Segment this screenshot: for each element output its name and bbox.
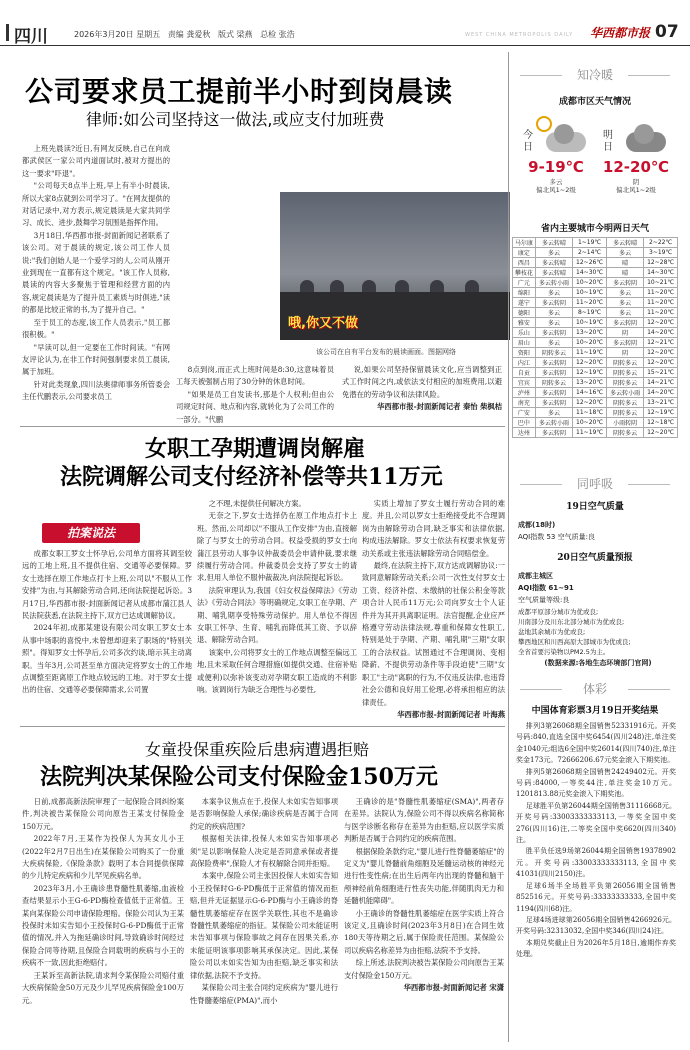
city-cell: 13~20℃	[573, 328, 607, 338]
city-cell: 绵阳	[513, 288, 536, 298]
paragraph: 成都女职工罗女士怀孕后,公司单方面将其调至较远的工地上班,且不提供住宿、交通等必要保障。罗女士选择在原工作地点打卡上班,公司以"不服从工作安排"为由,与其解除劳动合同,还向法院提起诉讼。3月17日,华西都市报-封面新闻记者从成都市蒲江县人民法院获悉,在法院主持下,双方已达成调解协议。	[22, 549, 192, 621]
city-cell: 多云转阴	[606, 318, 643, 328]
byline: 华西都市报-封面新闻记者 叶海燕	[397, 709, 505, 719]
city-cell: 11~18℃	[573, 408, 607, 418]
weather-desc: 多云 偏北风1~2级	[536, 178, 576, 194]
city-cell: 西昌	[513, 258, 536, 268]
city-cell: 晴	[606, 258, 643, 268]
paragraph: 本案中,保险公司主张因投保人未如实告知小王投保时G-6-PD酶低于正常值的情况而拒赔,但并无证据显示G-6-PD酶与小王确诊的脊髓性肌萎缩症存在医学关联性,其也不是确诊脊髓性肌萎缩症的指征。某保险公司未能证明未告知事项与保险事故之间存在因果关系,亦未能证明该事项影响其承保决定。因此,某保险公司以未如实告知为由拒赔,缺乏事实和法律依据,法院不予支持。	[190, 871, 338, 980]
paragraph: 日前,成都高新法院审理了一起保险合同纠纷案件,判决被告某保险公司向原告王某支付保险金150万元。	[22, 797, 184, 831]
weather-temp: 12-20℃	[602, 158, 670, 176]
city-cell: 12~20℃	[573, 358, 607, 368]
masthead-english: WEST CHINA METROPOLIS DAILY	[465, 32, 574, 38]
section-title: 四川	[14, 22, 48, 47]
city-cell: 11~20℃	[644, 288, 678, 298]
city-row	[513, 408, 678, 418]
story2-column-3	[362, 498, 505, 720]
paragraph: 至于员工的态度,该工作人员表示,"员工都很积极。"	[22, 317, 170, 340]
sidebar-heading-lottery: 体彩	[512, 680, 678, 697]
city-cell: 12~28℃	[644, 258, 678, 268]
city-cell: 12~19℃	[573, 368, 607, 378]
story1-title: 公司要求员工提前半小时到岗晨读	[25, 75, 453, 108]
city-cell: 多云转阴	[535, 328, 572, 338]
city-cell: 10~20℃	[573, 338, 607, 348]
city-cell: 3~19℃	[644, 248, 678, 258]
city-row	[513, 308, 678, 318]
city-cell: 宜宾	[513, 378, 536, 388]
paragraph: 王某诉至高新法院,请求判令某保险公司赔付重大疾病保险金50万元及少儿罕见疾病保险金100万元。	[22, 970, 184, 1005]
city-cell: 内江	[513, 358, 536, 368]
paragraph: 综上所述,法院判决被告某保险公司向原告王某支付保险金150万元。	[344, 958, 504, 980]
header-proof: 总检 张浩	[260, 30, 295, 39]
paragraph: 上班先晨读?近日,有网友反映,自己在向成都武侯区一家公司内道面试时,被对方提出的这一要求"吓退"。	[22, 144, 170, 178]
city-cell: 多云	[535, 338, 572, 348]
forecast-notes: 成都平原部分城市为优或良; 川南部分及川东北部分城市为优或良; 盆地其余城市为优或良; 攀西地区和川西高原大部城市为优或良; 全省首要污染物以PM2.5为主。	[518, 608, 631, 656]
paragraph: 实质上增加了罗女士履行劳动合同的难度。并且,公司以罗女士拒绝接受此不合理调岗为由解除劳动合同,缺乏事实和法律依据,构成违法解除。罗女士依法有权要求恢复劳动关系或主张违法解除劳动合同赔偿金。	[362, 499, 505, 558]
page-number: 07	[655, 22, 679, 42]
city-cell: 阴转多云	[606, 408, 643, 418]
city-row	[513, 248, 678, 258]
forecast-city: 成都主城区	[518, 572, 553, 580]
city-cell: 眉山	[513, 338, 536, 348]
sun-icon	[536, 116, 552, 132]
city-cell: 泸州	[513, 388, 536, 398]
city-cell: 阴转多云	[606, 378, 643, 388]
city-cell: 阴转多云	[606, 368, 643, 378]
paragraph: 该案中,公司将罗女士的工作地点调整至偏远工地,且未采取任何合理措施(如提供交通、住宿补贴或便利)以弥补该变动对孕期女职工造成的不利影响。该调岗行为缺乏合理性与必要性,	[197, 647, 357, 695]
header-date: 2026年3月20日 星期五	[74, 30, 161, 39]
weather-title: 成都市区天气情况	[558, 97, 631, 107]
paragraph: 王确诊的是"脊髓性肌萎缩症(SMA)",两者存在差异。法院认为,保险公司不得以疾病名称简称与医学诊断名称存在差异为由拒赔,应以医学实质判断是否属于合同约定的疾病范围。	[344, 797, 504, 844]
city-row	[513, 298, 678, 308]
byline: 华西都市报-封面新闻记者 宋潇	[403, 983, 504, 993]
weather-day-label: 明日	[603, 130, 613, 153]
city-cell: 15~21℃	[644, 368, 678, 378]
paragraph: 最终,在法院主持下,双方达成调解协议:一致同意解除劳动关系;公司一次性支付罗女士工资、经济补偿、未缴纳的社保公积金等款项合计人民币11万元;公司向罗女士个人证件并为其开具离职证明。法官提醒,企业应严格遵守劳动法律法规,尊重和保障女性职工,特别是处于孕期、产期、哺乳期"三期"女职工的合法权益。试图通过不合理调岗、变相降薪、不提供劳动条件等手段迫使"三期"女职工"主动"离职的行为,不仅违反法律,也违背社会公德和良好用工伦理,必将承担相应的法律责任。	[362, 561, 505, 707]
city-row	[513, 348, 678, 358]
city-cell: 多云转小雨	[535, 418, 572, 428]
forecast-aqi: AQI指数 61~91	[518, 584, 574, 592]
city-cell: 2~22℃	[644, 238, 678, 248]
aqi-city: 成都(18时)	[518, 521, 556, 529]
story3-column-2	[190, 796, 338, 1044]
city-cell: 12~19℃	[644, 408, 678, 418]
city-cell: 阴	[606, 348, 643, 358]
aqi-title: 19日空气质量	[566, 502, 624, 512]
city-cell: 多云转阴	[535, 398, 572, 408]
paragraph: 根据相关法律,投保人未如实告知事项必须"足以影响保险人决定是否同意承保或者提高保险费率",保险人才有权解除合同并拒赔。	[190, 834, 338, 869]
forecast-title: 20日空气质量预报	[557, 553, 633, 563]
city-cell: 阴	[606, 328, 643, 338]
city-cell: 14~30℃	[644, 268, 678, 278]
city-cell: 12~20℃	[644, 428, 678, 438]
city-cell: 多云转阴	[535, 428, 572, 438]
city-cell: 康定	[513, 248, 536, 258]
weather-desc: 阴 偏北风1~2级	[616, 178, 656, 194]
story2-column-2	[197, 498, 357, 720]
city-row	[513, 388, 678, 398]
city-cell: 多云转阴	[535, 388, 572, 398]
city-cell: 多云	[606, 288, 643, 298]
city-cell: 德阳	[513, 308, 536, 318]
story1-photo	[280, 192, 510, 340]
cities-title: 省内主要城市今明两日天气	[540, 224, 649, 234]
paragraph: 针对此类现象,四川法奥律师事务所管委会主任代鹏表示,公司要求员工	[22, 379, 170, 402]
story1-column-1	[22, 143, 170, 418]
city-cell: 多云	[535, 408, 572, 418]
city-cell: 多云	[606, 308, 643, 318]
story3-column-3	[344, 796, 504, 1044]
lottery-item: 排列5第26068期全国销售24249402元。开奖号码:84000,一等奖44注,单注奖金10万元。1201813.88元奖金滚入下期奖池。	[516, 767, 676, 799]
city-cell: 阴转多云	[535, 378, 572, 388]
lottery-item: 本期兑奖截止日为2026年5月18日,逾期作弃奖处理。	[516, 938, 676, 959]
city-row	[513, 418, 678, 428]
city-cell: 多云	[606, 248, 643, 258]
divider	[20, 426, 505, 427]
sidebar	[512, 58, 678, 1040]
city-cell: 12~18℃	[644, 418, 678, 428]
story3-title-line2: 法院判决某保险公司支付保险金150万元	[40, 764, 438, 790]
city-cell: 10~19℃	[573, 288, 607, 298]
city-cell: 马尔康	[513, 238, 536, 248]
paragraph: 法院审理认为,我国《妇女权益保障法》《劳动法》《劳动合同法》等明确规定,女职工在孕期、产期、哺乳期享受特殊劳动保护。用人单位不得因女职工怀孕、生育、哺乳而降低其工资、予以辞退、解除劳动合同。	[197, 585, 357, 645]
weather-temp: 9-19℃	[528, 158, 584, 176]
city-cell: 多云转晴	[535, 238, 572, 248]
paragraph: "公司每天8点半上班,早上有半小时晨读,所以大家8点就到公司学习了。"在网友提供的对话记录中,对方表示,规定晨读是大家共同学习、成长、进步,鼓舞学习氛围是指挥作用。	[22, 181, 170, 228]
city-cell: 广安	[513, 408, 536, 418]
city-cell: 巴中	[513, 418, 536, 428]
lottery-item: 排列3第26068期全国销售52331916元。开奖号码:840,直选全国中奖6454(四川248)注,单注奖金1040元;组选6全国中奖26014(四川740)注,单注奖金173元。72666206.67元奖金滚入下期奖池。	[516, 722, 676, 765]
city-cell: 广元	[513, 278, 536, 288]
paragraph: 之不理,未提供任何解决方案。	[208, 499, 306, 508]
city-cell: 阴转多云	[606, 358, 643, 368]
story2-badge: 拍案说法	[42, 523, 140, 543]
city-cell: 8~19℃	[573, 308, 607, 318]
city-cell: 攀枝花	[513, 268, 536, 278]
paragraph: 3月18日,华西都市报-封面新闻记者联系了该公司。对于晨读的规定,该公司工作人员说:"我们创始人是一个爱学习的人,公司从刚开业到现在一直都有这个规定。"该工作人员称,晨读的内容大多聚焦于管理和经营方面的内容,规定晨读是为了提升员工素质与时俱进,"读的都是比较正常的书,为了提升自己。"	[22, 230, 170, 315]
city-cell: 多云转阴	[535, 298, 572, 308]
city-cell: 10~19℃	[573, 318, 607, 328]
paragraph: 2024年初,成都某建设有限公司女职工罗女士本从事中场职的喜悦中,未曾想却迎来了职场的"特别关照"。得知罗女士怀孕后,公司多次约谈,暗示其主动离职。当年3月,公司甚至单方面决定将罗女士的工作地点调整至距离原工作地点较远的工地。对于罗女士提出的住宿、交通等必要保障需求,公司置	[22, 623, 192, 695]
city-row	[513, 378, 678, 388]
story1-column-3	[342, 364, 502, 426]
city-cell: 阴转多云	[535, 348, 572, 358]
photo-overlay-text: 哦,你又不做	[288, 316, 358, 331]
city-cell: 12~21℃	[644, 338, 678, 348]
city-cell: 10~21℃	[644, 278, 678, 288]
paragraph: 某保险公司主张合同约定疾病为"婴儿进行性脊髓萎缩症(PMA)",而小	[190, 983, 338, 1005]
paragraph: "早读可以,但一定要在工作时间读。"有网友评论认为,在非工作时间强制要求员工晨读,属于加班。	[22, 342, 170, 377]
city-row	[513, 238, 678, 248]
header-design: 版式 梁燕	[218, 30, 253, 39]
story3-title-line1: 女童投保重疾险后患病遭遇拒赔	[145, 740, 370, 759]
city-cell: 自贡	[513, 368, 536, 378]
story2-column-1	[22, 548, 192, 720]
city-row	[513, 268, 678, 278]
city-cell: 资阳	[513, 348, 536, 358]
city-cell: 14~30℃	[573, 268, 607, 278]
city-cell: 12~26℃	[573, 258, 607, 268]
city-row	[513, 318, 678, 328]
city-row	[513, 358, 678, 368]
city-cell: 14~16℃	[573, 388, 607, 398]
paragraph: 说,如果公司坚持保留晨读文化,应当调整到正式工作时间之内,或依法支付相应的加班费用,以避免潜在的劳动争议和法律风险。	[342, 365, 502, 399]
paragraph: 2023年3月,小王确诊患脊髓性肌萎缩,血液检查结果显示小王G-6-PD酶检查值低于正常值。王某向某保险公司申请保险理赔。保险公司认为王某投保时未如实告知小王投保时G-6-PD酶低于正常值的情况,并入为拖延确诊时间,导致确诊时间经过保险合同等待期,且保险合同载明的疾病与小王的疾病不一致,因此拒绝赔付。	[22, 883, 184, 968]
city-cell: 多云转晴	[535, 258, 572, 268]
weather-day-label: 今日	[523, 130, 533, 153]
lottery-item: 足球6场半全场胜平负第26056期全国销售852516元。开奖号码:33333333333,全国中奖1194(四川68)注。	[516, 881, 676, 913]
city-cell: 13~21℃	[644, 398, 678, 408]
city-cell: 阴转多云	[606, 398, 643, 408]
byline: 华西都市报-封面新闻记者 秦怡 柴枫桔	[377, 402, 502, 412]
city-cell: 小雨转阴	[606, 418, 643, 428]
lottery-results	[516, 721, 676, 961]
city-cell: 11~20℃	[644, 308, 678, 318]
city-row	[513, 258, 678, 268]
photo-caption: 该公司在自有平台发布的晨读画面。图据网络	[316, 348, 456, 356]
aqi-line: AQI指数 53 空气质量:良	[518, 533, 595, 541]
page-header	[0, 0, 690, 46]
city-cell: 多云	[535, 308, 572, 318]
city-cell: 多云转阴	[535, 358, 572, 368]
city-cell: 1~19℃	[573, 238, 607, 248]
header-meta	[74, 29, 295, 40]
city-cell: 多云转阴	[606, 338, 643, 348]
city-cell: 遂宁	[513, 298, 536, 308]
city-cell: 14~21℃	[644, 378, 678, 388]
city-cell: 14~20℃	[644, 388, 678, 398]
story1-col2-spacer	[176, 143, 276, 188]
paragraph: "如果是员工自发读书,那是个人权利;但由公司规定时间、地点和内容,就转化为了公司工作的一部分。"代鹏	[176, 389, 334, 424]
paragraph: 8点到岗,而正式上班时间是8:30,这意味着员工每天被强制占用了30分钟的休息时间。	[176, 365, 334, 387]
city-cell: 达州	[513, 428, 536, 438]
city-cell: 12~20℃	[644, 318, 678, 328]
city-row	[513, 398, 678, 408]
city-cell: 多云	[535, 288, 572, 298]
lottery-title: 中国体育彩票3月19日开奖结果	[531, 706, 659, 716]
city-row	[513, 428, 678, 438]
story2-title-line1: 女职工孕期遭调岗解雇	[145, 436, 366, 462]
sidebar-heading-air: 同呼吸	[512, 475, 678, 492]
city-cell: 多云转阴	[535, 368, 572, 378]
city-row	[513, 288, 678, 298]
paragraph: 本案争议焦点在于,投保人未如实告知事项是否影响保险人承保;确诊疾病是否属于合同约定的疾病范围?	[190, 797, 338, 831]
lottery-item: 足球4场进球第26056期全国销售4266926元。开奖号码:32313032,全国中奖346(四川24)注。	[516, 915, 676, 936]
city-cell: 11~19℃	[573, 428, 607, 438]
city-cell: 11~19℃	[573, 348, 607, 358]
forecast-source: (数据来源:各地生态环境部门官网)	[544, 659, 652, 667]
city-cell: 多云转小雨	[606, 388, 643, 398]
cities-weather-table	[512, 237, 678, 438]
city-cell: 阴转多云	[606, 428, 643, 438]
lottery-item: 足球胜平负第26044期全国销售31116668元。开奖号码:33003333333113,一等奖全国中奖276(四川16)注,二等奖全国中奖6620(四川340)注。	[516, 801, 676, 845]
city-cell: 多云	[535, 318, 572, 328]
cloud-icon	[626, 132, 666, 152]
city-cell: 11~20℃	[644, 298, 678, 308]
city-cell: 10~20℃	[573, 418, 607, 428]
divider	[20, 726, 505, 727]
forecast-level: 空气质量等级:良	[518, 596, 570, 604]
sidebar-heading-weather: 知冷暖	[512, 66, 678, 83]
city-cell: 多云转晴	[606, 238, 643, 248]
paragraph: 无奈之下,罗女士选择仍在原工作地点打卡上班。然而,公司却以"不服从工作安排"为由,直接解除了与罗女士的劳动合同。权益受损的罗女士向蒲江县劳动人事争议仲裁委员会申请仲裁,要求继续履行劳动合同。仲裁委员会支持了罗女士的请求,但用人单位不服仲裁裁决,向法院提起诉讼。	[197, 511, 357, 583]
city-cell: 多云转晴	[535, 268, 572, 278]
city-row	[513, 328, 678, 338]
city-cell: 多云转阴	[606, 278, 643, 288]
city-row	[513, 278, 678, 288]
story1-column-2	[176, 364, 334, 424]
city-cell: 雅安	[513, 318, 536, 328]
cloud-icon	[546, 132, 586, 152]
city-cell: 14~20℃	[644, 328, 678, 338]
city-cell: 晴	[606, 268, 643, 278]
city-cell: 多云转小雨	[535, 278, 572, 288]
sidebar-divider	[508, 52, 509, 1042]
city-row	[513, 368, 678, 378]
story1-subtitle: 律师:如公司坚持这一做法,或应支付加班费	[86, 110, 385, 129]
city-cell: 乐山	[513, 328, 536, 338]
city-cell: 13~20℃	[573, 378, 607, 388]
city-cell: 多云	[535, 248, 572, 258]
city-row	[513, 338, 678, 348]
city-cell: 12~20℃	[644, 348, 678, 358]
newspaper-logo: 华西都市报	[590, 26, 651, 40]
city-cell: 多云	[606, 298, 643, 308]
city-cell: 南充	[513, 398, 536, 408]
city-cell: 11~20℃	[573, 298, 607, 308]
paragraph: 根据保险条款约定,"婴儿进行性脊髓萎缩症"的定义为"婴儿脊髓前角细胞及延髓运动核的神经元进行性变性病;在出生后两年内出现的脊髓和脑干颅神经前角细胞进行性丧失功能,伴随肌肉无力和延髓机能障碍"。	[344, 846, 504, 906]
paragraph: 2022年7月,王某作为投保人为其女儿小王(2022年2月7日出生)在某保险公司购买了一份重大疾病保险,《保险条款》载明了本合同提供保障的少儿特定疾病和少儿罕见疾病名单。	[22, 834, 184, 881]
city-cell: 10~20℃	[573, 278, 607, 288]
city-cell: 12~20℃	[573, 398, 607, 408]
city-cell: 12~20℃	[644, 358, 678, 368]
city-cell: 2~14℃	[573, 248, 607, 258]
header-editor: 责编 龚爱秋	[167, 30, 211, 39]
story2-title-line2: 法院调解公司支付经济补偿等共11万元	[60, 464, 443, 490]
paragraph: 小王确诊的脊髓性肌萎缩症在医学实质上符合该定义,且确诊时间(2023年3月8日)在合同生效180天等待期之后,属于保险责任范围。某保险公司以疾病名称差异为由拒赔,法院不予支持。	[344, 908, 504, 955]
story3-column-1	[22, 796, 184, 1044]
lottery-item: 胜平负任选9场第26044期全国销售19378902元。开奖号码:33003333333113,全国中奖41031(四川2150)注。	[516, 847, 676, 879]
